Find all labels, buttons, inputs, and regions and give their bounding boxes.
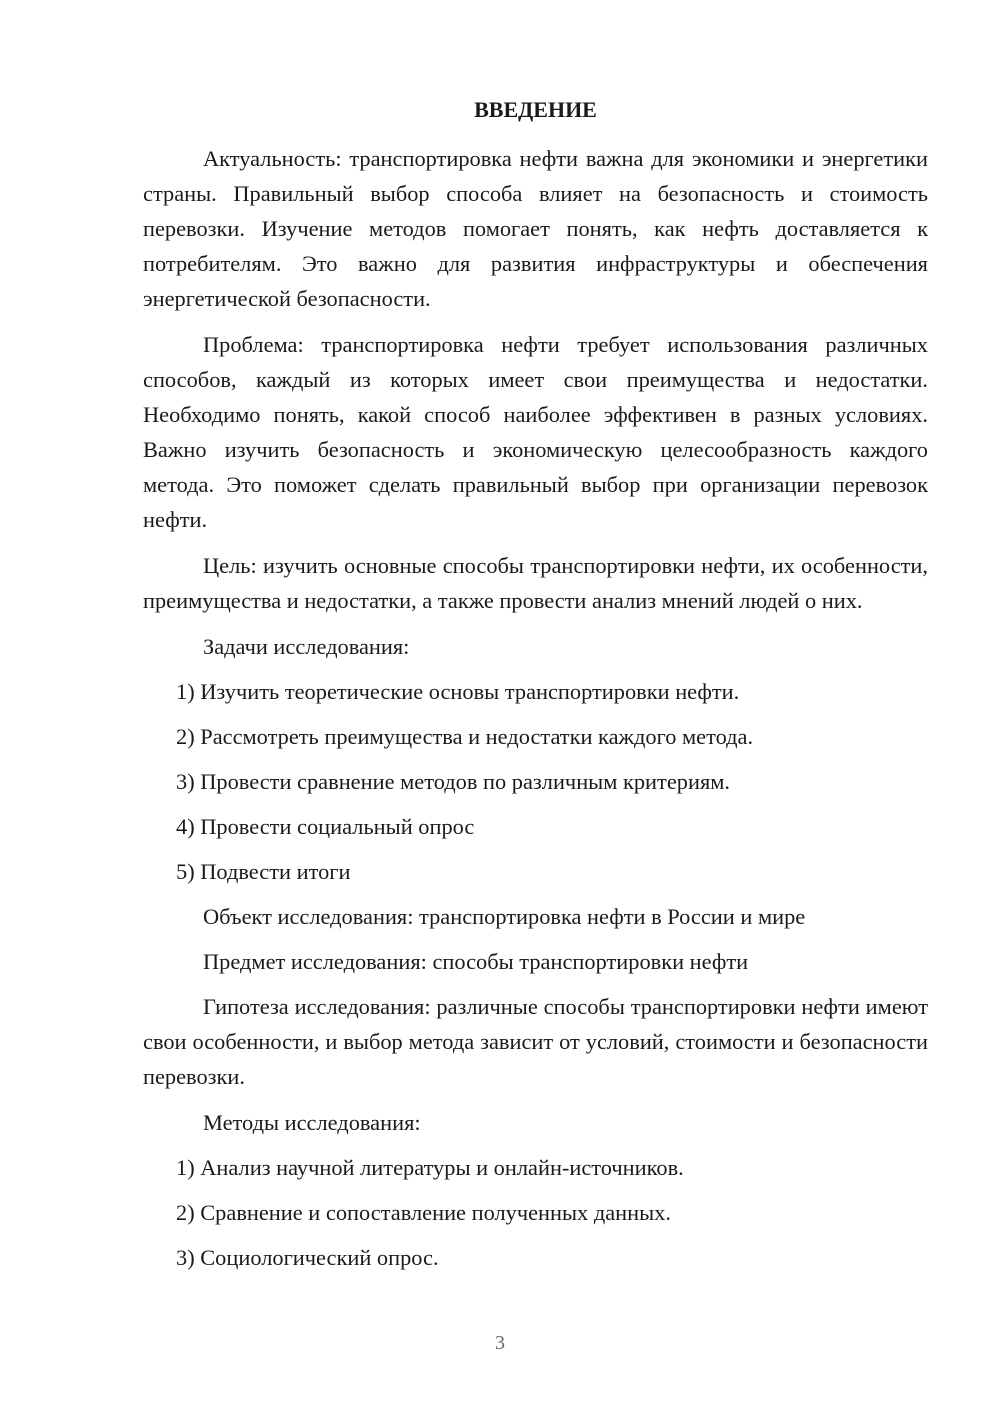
problem-paragraph: Проблема: транспортировка нефти требует использования различных способов, каждый из которых имеет свои преимущества и недостатки. Необходимо понять, какой способ наиболее эффективен в разных условиях. Важно изучить безопасность и экономическую целесообразность каждого метода. Это поможет сделать правильный выбор при организации перевозок нефти. — [143, 332, 928, 532]
task-item: 1) Изучить теоретические основы транспортировки нефти. — [176, 679, 740, 704]
page-number: 3 — [495, 1332, 505, 1354]
hypothesis-paragraph: Гипотеза исследования: различные способы транспортировки нефти имеют свои особенности, и выбор метода зависит от условий, стоимости и безопасности перевозки. — [143, 994, 928, 1089]
task-item: 3) Провести сравнение методов по различным критериям. — [176, 769, 731, 794]
task-item: 5) Подвести итоги — [176, 859, 351, 884]
research-object: Объект исследования: транспортировка нефти в России и мире — [203, 904, 806, 929]
section-title: ВВЕДЕНИЕ — [474, 97, 597, 122]
research-subject: Предмет исследования: способы транспортировки нефти — [203, 949, 749, 974]
methods-heading: Методы исследования: — [203, 1110, 421, 1135]
method-item: 1) Анализ научной литературы и онлайн-источников. — [176, 1155, 684, 1180]
goal-paragraph: Цель: изучить основные способы транспортировки нефти, их особенности, преимущества и недостатки, а также провести анализ мнений людей о них. — [143, 553, 928, 613]
relevance-paragraph: Актуальность: транспортировка нефти важна для экономики и энергетики страны. Правильный выбор способа влияет на безопасность и стоимость перевозки. Изучение методов помогает понять, как нефть доставляется к потребителям. Это важно для развития инфраструктуры и обеспечения энергетической безопасности. — [143, 146, 928, 311]
document-page — [143, 92, 928, 1285]
task-item: 4) Провести социальный опрос — [176, 814, 475, 839]
task-item: 2) Рассмотреть преимущества и недостатки каждого метода. — [176, 724, 754, 749]
method-item: 2) Сравнение и сопоставление полученных данных. — [176, 1200, 671, 1225]
tasks-heading: Задачи исследования: — [203, 634, 410, 659]
method-item: 3) Социологический опрос. — [176, 1245, 439, 1270]
